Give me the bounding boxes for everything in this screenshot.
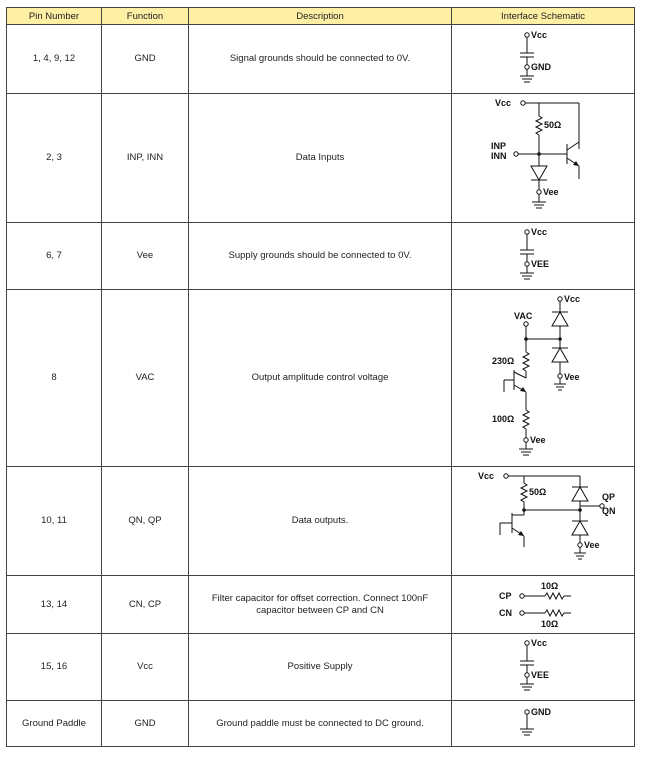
table-row [7, 467, 635, 576]
pin-description-table [6, 7, 635, 747]
description-cell: Output amplitude control voltage [189, 290, 452, 467]
cp-cn-schematic [493, 578, 593, 632]
function-cell: Vee [102, 223, 189, 290]
vcc-label: Vcc [531, 30, 548, 40]
resistor-value-label: 50Ω [529, 487, 547, 497]
schematic-cell [452, 25, 635, 94]
pin-cell: 10, 11 [7, 467, 102, 576]
vee-label: Vee [584, 540, 600, 550]
vcc-label: Vcc [564, 294, 581, 304]
vee-label: Vee [543, 187, 559, 197]
input-schematic [483, 96, 603, 220]
description-cell: Data Inputs [189, 94, 452, 223]
schematic-cell [452, 94, 635, 223]
capacitor-schematic [513, 225, 573, 287]
vcc-label: Vcc [495, 98, 512, 108]
table-row [7, 223, 635, 290]
inp-label: INP [491, 141, 507, 151]
inn-label: INN [491, 151, 507, 161]
cp-label: CP [499, 590, 512, 601]
ground-schematic [513, 703, 573, 745]
capacitor-schematic [513, 636, 573, 698]
description-cell: Data outputs. [189, 467, 452, 576]
description-cell: Positive Supply [189, 634, 452, 701]
vee-label-2: Vee [530, 435, 546, 445]
cp-resistor-label: 10Ω [541, 580, 559, 591]
gnd-label: GND [531, 706, 551, 717]
function-cell: GND [102, 701, 189, 747]
cn-label: CN [499, 607, 512, 618]
pin-cell: Ground Paddle [7, 701, 102, 747]
function-cell: GND [102, 25, 189, 94]
table-row [7, 94, 635, 223]
resistor-value-label: 50Ω [544, 120, 562, 130]
vac-schematic [488, 292, 598, 464]
vcc-label: Vcc [478, 471, 495, 481]
vcc-label: Vcc [531, 227, 548, 237]
vee-label: Vee [564, 372, 580, 382]
description-cell: Ground paddle must be connected to DC ground. [189, 701, 452, 747]
schematic-cell [452, 701, 635, 747]
resistor-230-label: 230Ω [492, 356, 515, 366]
vcc-label: Vcc [531, 638, 548, 648]
description-cell: Filter capacitor for offset correction. Connect 100nF capacitor between CP and CN [189, 576, 452, 634]
function-cell: QN, QP [102, 467, 189, 576]
vee-label: VEE [531, 670, 550, 680]
header-pin-number: Pin Number [7, 8, 102, 25]
gnd-label: GND [531, 62, 551, 72]
function-cell: INP, INN [102, 94, 189, 223]
header-interface-schematic: Interface Schematic [452, 8, 635, 25]
header-function: Function [102, 8, 189, 25]
cn-resistor-label: 10Ω [541, 618, 559, 629]
pin-cell: 2, 3 [7, 94, 102, 223]
table-row [7, 701, 635, 747]
schematic-cell [452, 634, 635, 701]
table-row [7, 290, 635, 467]
function-cell: Vcc [102, 634, 189, 701]
schematic-cell [452, 290, 635, 467]
pin-cell: 15, 16 [7, 634, 102, 701]
pin-cell: 1, 4, 9, 12 [7, 25, 102, 94]
description-cell: Supply grounds should be connected to 0V. [189, 223, 452, 290]
table-row [7, 634, 635, 701]
table-row [7, 25, 635, 94]
function-cell: CN, CP [102, 576, 189, 634]
schematic-cell [452, 576, 635, 634]
qp-label: QP [602, 492, 616, 502]
output-schematic [468, 469, 618, 573]
qn-label: QN [602, 506, 616, 516]
schematic-cell [452, 467, 635, 576]
description-cell: Signal grounds should be connected to 0V. [189, 25, 452, 94]
header-description: Description [189, 8, 452, 25]
capacitor-schematic [513, 28, 573, 90]
vac-label: VAC [514, 311, 533, 321]
table-header-row [7, 8, 635, 25]
pin-cell: 8 [7, 290, 102, 467]
schematic-cell [452, 223, 635, 290]
resistor-100-label: 100Ω [492, 414, 515, 424]
function-cell: VAC [102, 290, 189, 467]
pin-cell: 6, 7 [7, 223, 102, 290]
table-row [7, 576, 635, 634]
pin-cell: 13, 14 [7, 576, 102, 634]
vee-label: VEE [531, 259, 550, 269]
